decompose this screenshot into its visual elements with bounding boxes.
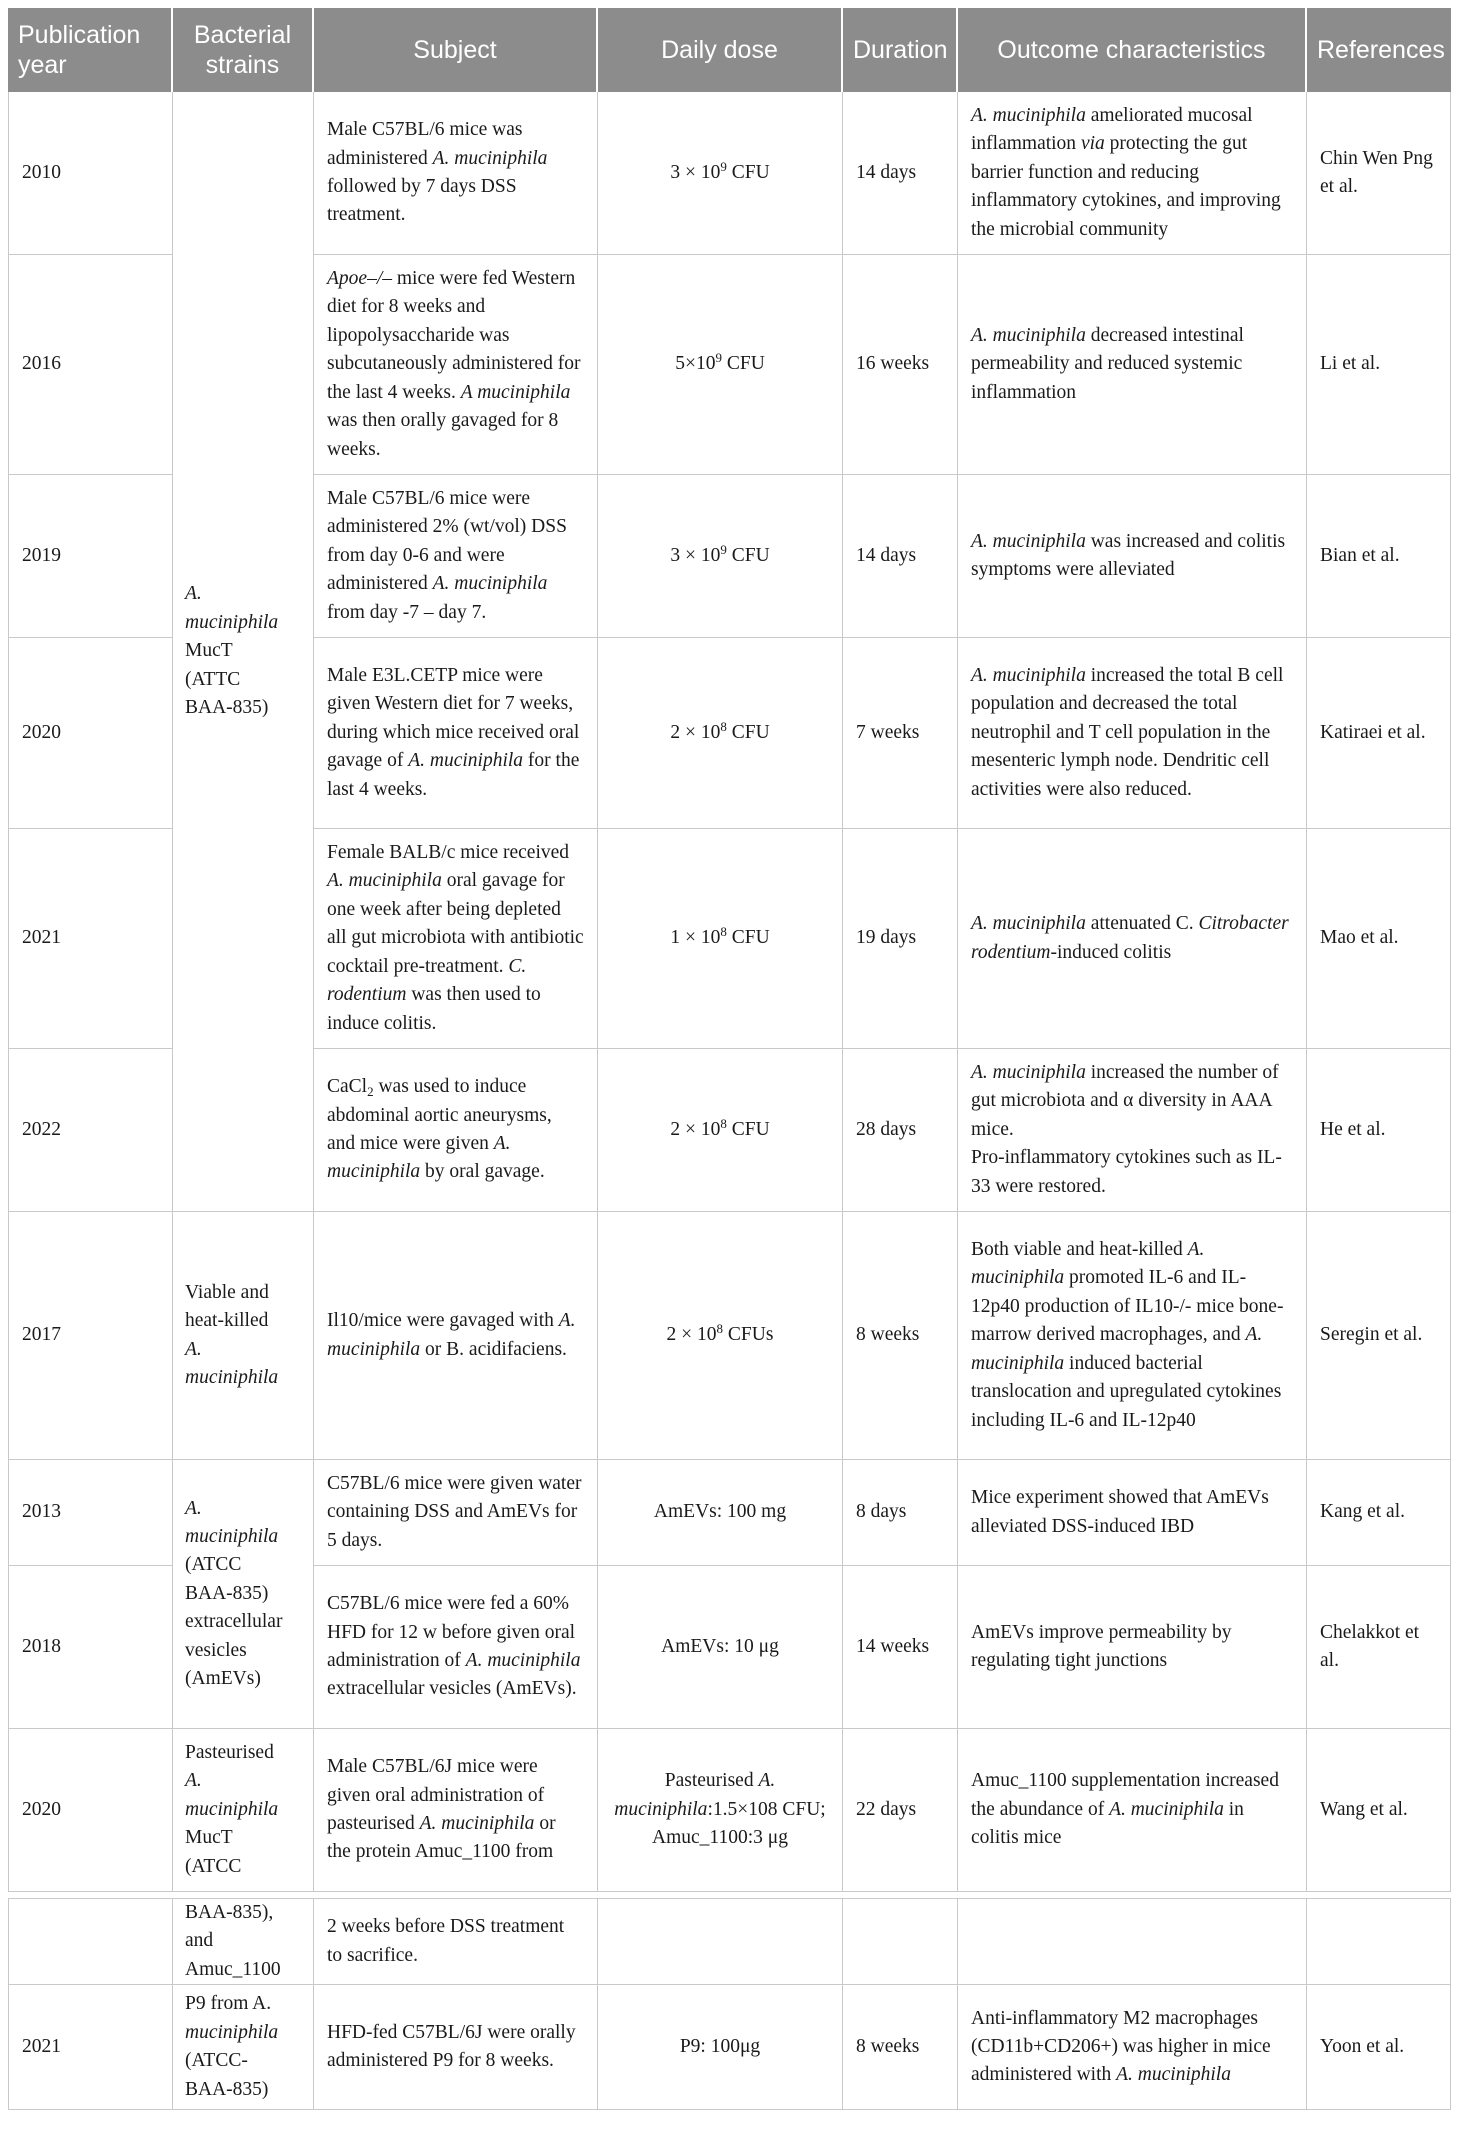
outcome-text: increased the number of gut microbiota and α diversity in AAA mice. <box>971 1061 1279 1140</box>
strain-line: muciniphila <box>185 2021 279 2043</box>
species-name: A muciniphila <box>460 381 571 403</box>
strain-line: muciniphila <box>185 1366 279 1388</box>
header-year: Publication year <box>8 8 173 92</box>
year-cell: 2017 <box>8 1212 173 1460</box>
outcome-cell <box>958 255 1307 475</box>
header-outcome: Outcome characteristics <box>958 8 1307 92</box>
genotype-name: Apoe–/– <box>327 268 392 290</box>
species-name: A. muciniphila <box>327 1133 511 1183</box>
strain-line: (ATCC- <box>185 2050 248 2072</box>
dose-unit: CFU <box>726 927 770 949</box>
outcome-text: ameliorated mucosal inflammation <box>971 104 1253 155</box>
reference-cell: Bian et al. <box>1307 475 1451 638</box>
outcome-cell <box>958 1212 1307 1460</box>
dose-cell <box>598 92 843 255</box>
strain-line: (ATTC <box>185 668 241 690</box>
reference-cell: Chelakkot et al. <box>1307 1566 1451 1729</box>
dose-exponent: 8 <box>720 924 727 940</box>
subject-text: Male C57BL/6 mice was administered <box>327 119 523 169</box>
subject-text: for the last 4 weeks. <box>327 750 580 800</box>
reference-cell: Kang et al. <box>1307 1460 1451 1566</box>
strain-cell <box>173 1729 314 1892</box>
strain-line: (ATCC <box>185 1855 242 1877</box>
header-references: References <box>1307 8 1451 92</box>
dose-text: 2 × 10 <box>666 1324 717 1346</box>
strain-cell <box>173 92 314 1212</box>
dose-unit: CFU <box>726 1118 770 1140</box>
dose-text: Amuc_1100:3 μg <box>652 1827 788 1849</box>
species-name: A. muciniphila <box>465 1650 581 1671</box>
dose-cell <box>598 255 843 475</box>
subject-text: or the protein Amuc_1100 from <box>327 1813 556 1863</box>
duration-cell: 16 weeks <box>843 255 958 475</box>
dose-exponent: 8 <box>720 718 727 734</box>
reference-cell: Yoon et al. <box>1307 1985 1451 2110</box>
dose-cell-empty <box>598 1898 843 1985</box>
year-cell: 2010 <box>8 92 173 255</box>
studies-table <box>8 8 1451 2110</box>
reference-cell: Chin Wen Png et al. <box>1307 92 1451 255</box>
outcome-italic: via <box>1080 133 1105 155</box>
species-name: A. muciniphila <box>971 1061 1086 1083</box>
strain-line: Viable and <box>185 1281 269 1303</box>
outcome-cell <box>958 1049 1307 1212</box>
outcome-text: protecting the gut barrier function and reducing inflammatory cytokines, and improving the microbial community <box>971 133 1281 240</box>
header-duration: Duration <box>843 8 958 92</box>
dose-text: 5×10 <box>675 353 716 375</box>
outcome-text: attenuated C. <box>1085 913 1199 935</box>
species-name: A. muciniphila <box>971 664 1086 686</box>
species-name: A. muciniphila <box>419 1813 535 1834</box>
dose-cell <box>598 638 843 829</box>
strain-line: (ATCC <box>185 1554 242 1576</box>
outcome-cell <box>958 92 1307 255</box>
table-row <box>8 92 1451 255</box>
species-name: A. muciniphila <box>971 104 1086 126</box>
dose-cell: P9: 100μg <box>598 1985 843 2110</box>
table-container <box>8 8 1451 2110</box>
table-row <box>8 1212 1451 1460</box>
dose-cell: AmEVs: 10 μg <box>598 1566 843 1729</box>
strain-line: A. <box>185 1770 202 1792</box>
duration-cell: 14 days <box>843 475 958 638</box>
dose-cell <box>598 475 843 638</box>
year-cell: 2022 <box>8 1049 173 1212</box>
strain-cell <box>173 1898 314 1985</box>
subject-cell <box>314 1729 598 1892</box>
year-cell: 2021 <box>8 829 173 1049</box>
strain-line: A. <box>185 1497 202 1519</box>
strain-line: heat-killed <box>185 1310 269 1332</box>
duration-cell: 14 weeks <box>843 1566 958 1729</box>
subject-cell <box>314 255 598 475</box>
outcome-text: induced bacterial translocation and upregulated cytokines including IL-6 and IL-12p40 <box>971 1352 1282 1431</box>
outcome-cell <box>958 475 1307 638</box>
year-cell: 2016 <box>8 255 173 475</box>
header-row <box>8 8 1451 92</box>
table-row <box>8 1460 1451 1566</box>
duration-cell: 14 days <box>843 92 958 255</box>
strain-cell <box>173 1212 314 1460</box>
subject-cell: 2 weeks before DSS treatment to sacrifice. <box>314 1898 598 1985</box>
reference-cell: Wang et al. <box>1307 1729 1451 1892</box>
dose-text: Pasteurised <box>664 1770 759 1792</box>
species-name: A. muciniphila <box>971 324 1086 346</box>
subject-text: was then used to induce colitis. <box>327 984 541 1034</box>
subject-cell <box>314 92 598 255</box>
reference-cell: He et al. <box>1307 1049 1451 1212</box>
dose-cell <box>598 829 843 1049</box>
dose-exponent: 8 <box>720 1115 727 1131</box>
subject-text: Male C57BL/6 mice were administered 2% (wt/vol) DSS from day 0-6 and were administered <box>327 487 567 595</box>
header-subject: Subject <box>314 8 598 92</box>
dose-cell: AmEVs: 100 mg <box>598 1460 843 1566</box>
dose-cell <box>598 1212 843 1460</box>
header-dose: Daily dose <box>598 8 843 92</box>
species-name: Citrobacter rodentium <box>971 913 1289 963</box>
outcome-text: increased the total B cell population and decreased the total neutrophil and T cell population in the mesenteric lymph node. Dendritic cell activities were also reduced. <box>971 664 1284 800</box>
subject-cell <box>314 1049 598 1212</box>
strain-line: muciniphila <box>185 1525 279 1547</box>
subject-text: or B. acidifaciens. <box>420 1338 567 1360</box>
strain-line: A. <box>185 583 202 605</box>
outcome-text: was increased and colitis symptoms were alleviated <box>971 530 1286 580</box>
subject-text: CaCl <box>327 1076 368 1098</box>
dose-exponent: 9 <box>715 350 722 366</box>
subject-cell: HFD-fed C57BL/6J were orally administered P9 for 8 weeks. <box>314 1985 598 2110</box>
table-row <box>8 1985 1451 2110</box>
subject-text: followed by 7 days DSS treatment. <box>327 176 517 226</box>
duration-cell: 8 weeks <box>843 1985 958 2110</box>
duration-cell: 28 days <box>843 1049 958 1212</box>
duration-cell-empty <box>843 1898 958 1985</box>
dose-unit: CFU <box>726 544 770 566</box>
strain-line: BAA-835) <box>185 2078 269 2100</box>
subject-text: was then orally gavaged for 8 weeks. <box>327 410 559 460</box>
outcome-text: -induced colitis <box>1050 941 1172 963</box>
subject-cell <box>314 829 598 1049</box>
strain-line: Amuc_1100 <box>185 1958 281 1980</box>
duration-cell: 7 weeks <box>843 638 958 829</box>
dose-text: 1 × 10 <box>670 927 721 949</box>
subject-text: from day -7 – day 7. <box>327 601 487 623</box>
table-row-continuation <box>8 1898 1451 1985</box>
header-strains: Bacterial strains <box>173 8 314 92</box>
strain-line: Pasteurised <box>185 1741 274 1763</box>
outcome-cell: AmEVs improve permeability by regulating tight junctions <box>958 1566 1307 1729</box>
strain-line: BAA-835), <box>185 1902 274 1923</box>
subject-cell <box>314 475 598 638</box>
subject-text: by oral gavage. <box>420 1161 545 1183</box>
species-name: A. muciniphila <box>971 1239 1205 1289</box>
species-name: A. muciniphila <box>971 530 1086 552</box>
subject-cell <box>314 1566 598 1729</box>
duration-cell: 8 days <box>843 1460 958 1566</box>
strain-line: MucT <box>185 640 233 662</box>
outcome-cell <box>958 1729 1307 1892</box>
subject-text: Male C57BL/6J mice were given oral administration of pasteurised <box>327 1756 545 1834</box>
year-cell: 2021 <box>8 1985 173 2110</box>
subject-cell: C57BL/6 mice were given water containing DSS and AmEVs for 5 days. <box>314 1460 598 1566</box>
reference-cell: Katiraei et al. <box>1307 638 1451 829</box>
outcome-cell <box>958 1985 1307 2110</box>
strain-line: extracellular <box>185 1611 283 1633</box>
strain-line: BAA-835) <box>185 697 269 719</box>
strain-line: BAA-835) <box>185 1582 269 1604</box>
dose-text: 2 × 10 <box>670 1118 721 1140</box>
dose-unit: CFU <box>726 161 770 183</box>
reference-cell-empty <box>1307 1898 1451 1985</box>
reference-cell: Mao et al. <box>1307 829 1451 1049</box>
dose-exponent: 9 <box>720 158 727 174</box>
strain-cell <box>173 1985 314 2110</box>
outcome-text: Pro-inflammatory cytokines such as IL-33 were restored. <box>971 1147 1282 1197</box>
duration-cell: 19 days <box>843 829 958 1049</box>
dose-unit: CFUs <box>723 1324 774 1346</box>
table-row <box>8 1729 1451 1892</box>
dose-text: 3 × 10 <box>670 161 721 183</box>
subject-text: oral gavage for one week after being depleted all gut microbiota with antibiotic cocktail pre-treatment. <box>327 870 584 977</box>
formula-subscript: 2 <box>367 1084 374 1100</box>
dose-text: 3 × 10 <box>670 544 721 566</box>
outcome-text: in colitis mice <box>971 1798 1244 1849</box>
subject-text: mice were fed Western diet for 8 weeks and lipopolysaccharide was subcutaneously administered for the last 4 weeks. <box>327 268 581 403</box>
strain-line: muciniphila <box>185 611 279 633</box>
outcome-text: Amuc_1100 supplementation increased the abundance of <box>971 1770 1279 1820</box>
reference-cell: Seregin et al. <box>1307 1212 1451 1460</box>
species-name: A. muciniphila <box>327 1310 576 1360</box>
dose-exponent: 8 <box>716 1321 724 1337</box>
year-cell-empty <box>8 1898 173 1985</box>
strain-line: muciniphila <box>185 1798 279 1820</box>
species-name: A. muciniphila <box>971 1324 1263 1374</box>
species-name: A. muciniphila <box>971 913 1086 935</box>
subject-text: Male E3L.CETP mice were given Western diet for 7 weeks, during which mice received oral gavage of <box>327 664 580 772</box>
subject-text: Il10/mice were gavaged with <box>327 1310 559 1332</box>
subject-text: Female BALB/c mice received <box>327 842 570 864</box>
outcome-cell-empty <box>958 1898 1307 1985</box>
dose-unit: CFU <box>726 721 770 743</box>
strain-line: (AmEVs) <box>185 1668 261 1690</box>
species-name: A. muciniphila <box>432 573 548 595</box>
strain-line: A. <box>185 1338 202 1360</box>
strain-line: and <box>185 1930 214 1952</box>
reference-cell: Li et al. <box>1307 255 1451 475</box>
species-name: A. muciniphila <box>432 147 548 169</box>
outcome-cell <box>958 829 1307 1049</box>
species-name: A. muciniphila <box>408 750 524 772</box>
outcome-text: decreased intestinal permeability and reduced systemic inflammation <box>971 324 1244 403</box>
outcome-text: promoted IL-6 and IL-12p40 production of IL10-/- mice bone-marrow derived macrophages, and <box>971 1267 1284 1346</box>
dose-unit: CFU <box>721 353 765 375</box>
subject-text: extracellular vesicles (AmEVs). <box>327 1678 577 1700</box>
dose-exponent: 9 <box>720 541 727 557</box>
year-cell: 2020 <box>8 638 173 829</box>
duration-cell: 8 weeks <box>843 1212 958 1460</box>
year-cell: 2018 <box>8 1566 173 1729</box>
year-cell: 2020 <box>8 1729 173 1892</box>
dose-cell <box>598 1729 843 1892</box>
subject-text: was used to induce abdominal aortic aneurysms, and mice were given <box>327 1076 552 1154</box>
species-name: C. rodentium <box>327 955 527 1006</box>
species-name: A. muciniphila <box>1116 2064 1231 2086</box>
species-name: A. muciniphila <box>327 870 442 892</box>
strain-line: vesicles <box>185 1639 247 1661</box>
subject-text: C57BL/6 mice were fed a 60% HFD for 12 w before given oral administration of <box>327 1593 576 1671</box>
subject-cell <box>314 638 598 829</box>
duration-cell: 22 days <box>843 1729 958 1892</box>
outcome-cell <box>958 638 1307 829</box>
year-cell: 2019 <box>8 475 173 638</box>
species-name: A. muciniphila <box>1109 1798 1224 1820</box>
dose-text: 2 × 10 <box>670 721 721 743</box>
outcome-text: Both viable and heat-killed <box>971 1239 1188 1261</box>
strain-cell <box>173 1460 314 1729</box>
subject-cell <box>314 1212 598 1460</box>
dose-text: :1.5×108 CFU; <box>707 1798 826 1820</box>
strain-line: MucT <box>185 1827 233 1849</box>
outcome-text: Anti-inflammatory M2 macrophages (CD11b+CD206+) was higher in mice administered with <box>971 2007 1271 2086</box>
dose-cell <box>598 1049 843 1212</box>
year-cell: 2013 <box>8 1460 173 1566</box>
species-name: A. muciniphila <box>614 1770 776 1820</box>
strain-line: P9 from A. <box>185 1993 272 2015</box>
outcome-cell: Mice experiment showed that AmEVs alleviated DSS-induced IBD <box>958 1460 1307 1566</box>
